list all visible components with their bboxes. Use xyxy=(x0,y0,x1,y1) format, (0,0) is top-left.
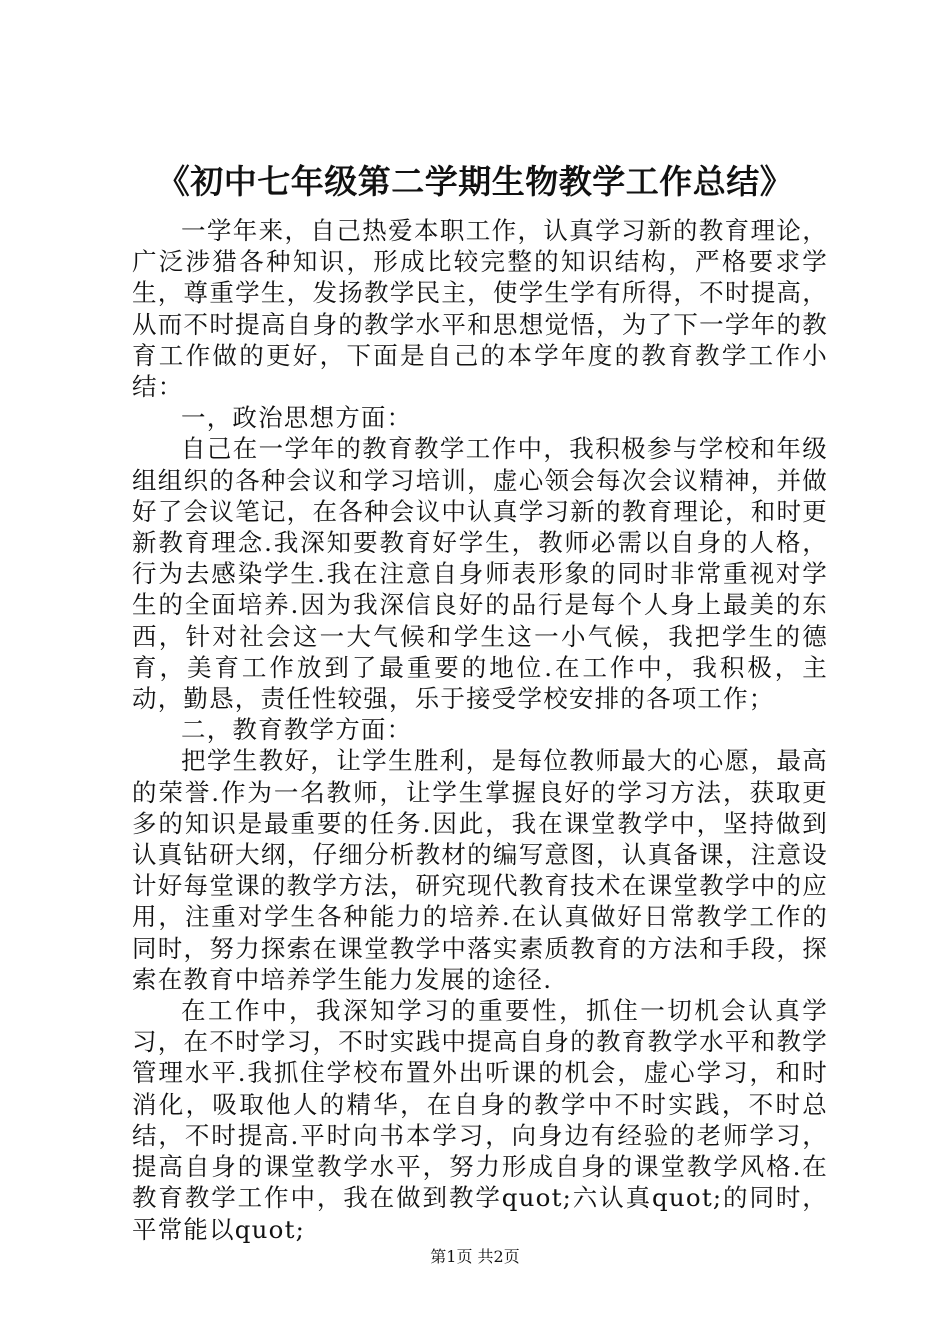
section-heading-teaching: 二，教育教学方面： xyxy=(181,715,413,745)
section-heading-political: 一，政治思想方面： xyxy=(181,403,413,433)
paragraph-learning: 在工作中，我深知学习的重要性，抓住一切机会认真学习，在不时学习，不时实践中提高自身的教育教学水平和教学管理水平.我抓住学校布置外出听课的机会，虚心学习，和时消化，吸取他人的精华，在自身的教学中不时实践，不时总结，不时提高.平时向书本学习，向身边有经验的老师学习，提高自身的课堂教学水平，努力形成自身的课堂教学风格.在教育教学工作中，我在做到教学quot;六认真quot;的同时，平常能以quot; xyxy=(132,996,828,1244)
paragraph-political: 自己在一学年的教育教学工作中，我积极参与学校和年级组组织的各种会议和学习培训，虚心领会每次会议精神，并做好了会议笔记，在各种会议中认真学习新的教育理论，和时更新教育理念.我深知要教育好学生，教师必需以自身的人格，行为去感染学生.我在注意自身师表形象的同时非常重视对学生的全面培养.因为我深信良好的品行是每个人身上最美的东西，针对社会这一大气候和学生这一小气候，我把学生的德育，美育工作放到了最重要的地位.在工作中，我积极，主动，勤恳，责任性较强，乐于接受学校安排的各项工作； xyxy=(132,434,828,714)
page-number-footer: 第1页 共2页 xyxy=(430,1247,520,1266)
paragraph-teaching: 把学生教好，让学生胜利，是每位教师最大的心愿，最高的荣誉.作为一名教师，让学生掌握良好的学习方法，获取更多的知识是最重要的任务.因此，我在课堂教学中，坚持做到认真钻研大纲，仔细分析教材的编写意图，认真备课，注意设计好每堂课的教学方法，研究现代教育技术在课堂教学中的应用，注重对学生各种能力的培养.在认真做好日常教学工作的同时，努力探索在课堂教学中落实素质教育的方法和手段，探索在教育中培养学生能力发展的途径. xyxy=(132,746,828,994)
document-title: 《初中七年级第二学期生物教学工作总结》 xyxy=(156,162,794,201)
paragraph-intro: 一学年来，自己热爱本职工作，认真学习新的教育理论，广泛涉猎各种知识，形成比较完整的知识结构，严格要求学生，尊重学生，发扬教学民主，使学生学有所得，不时提高，从而不时提高自身的教学水平和思想觉悟，为了下一学年的教育工作做的更好，下面是自己的本学年度的教育教学工作小结： xyxy=(132,216,828,402)
document-body xyxy=(132,215,828,1245)
